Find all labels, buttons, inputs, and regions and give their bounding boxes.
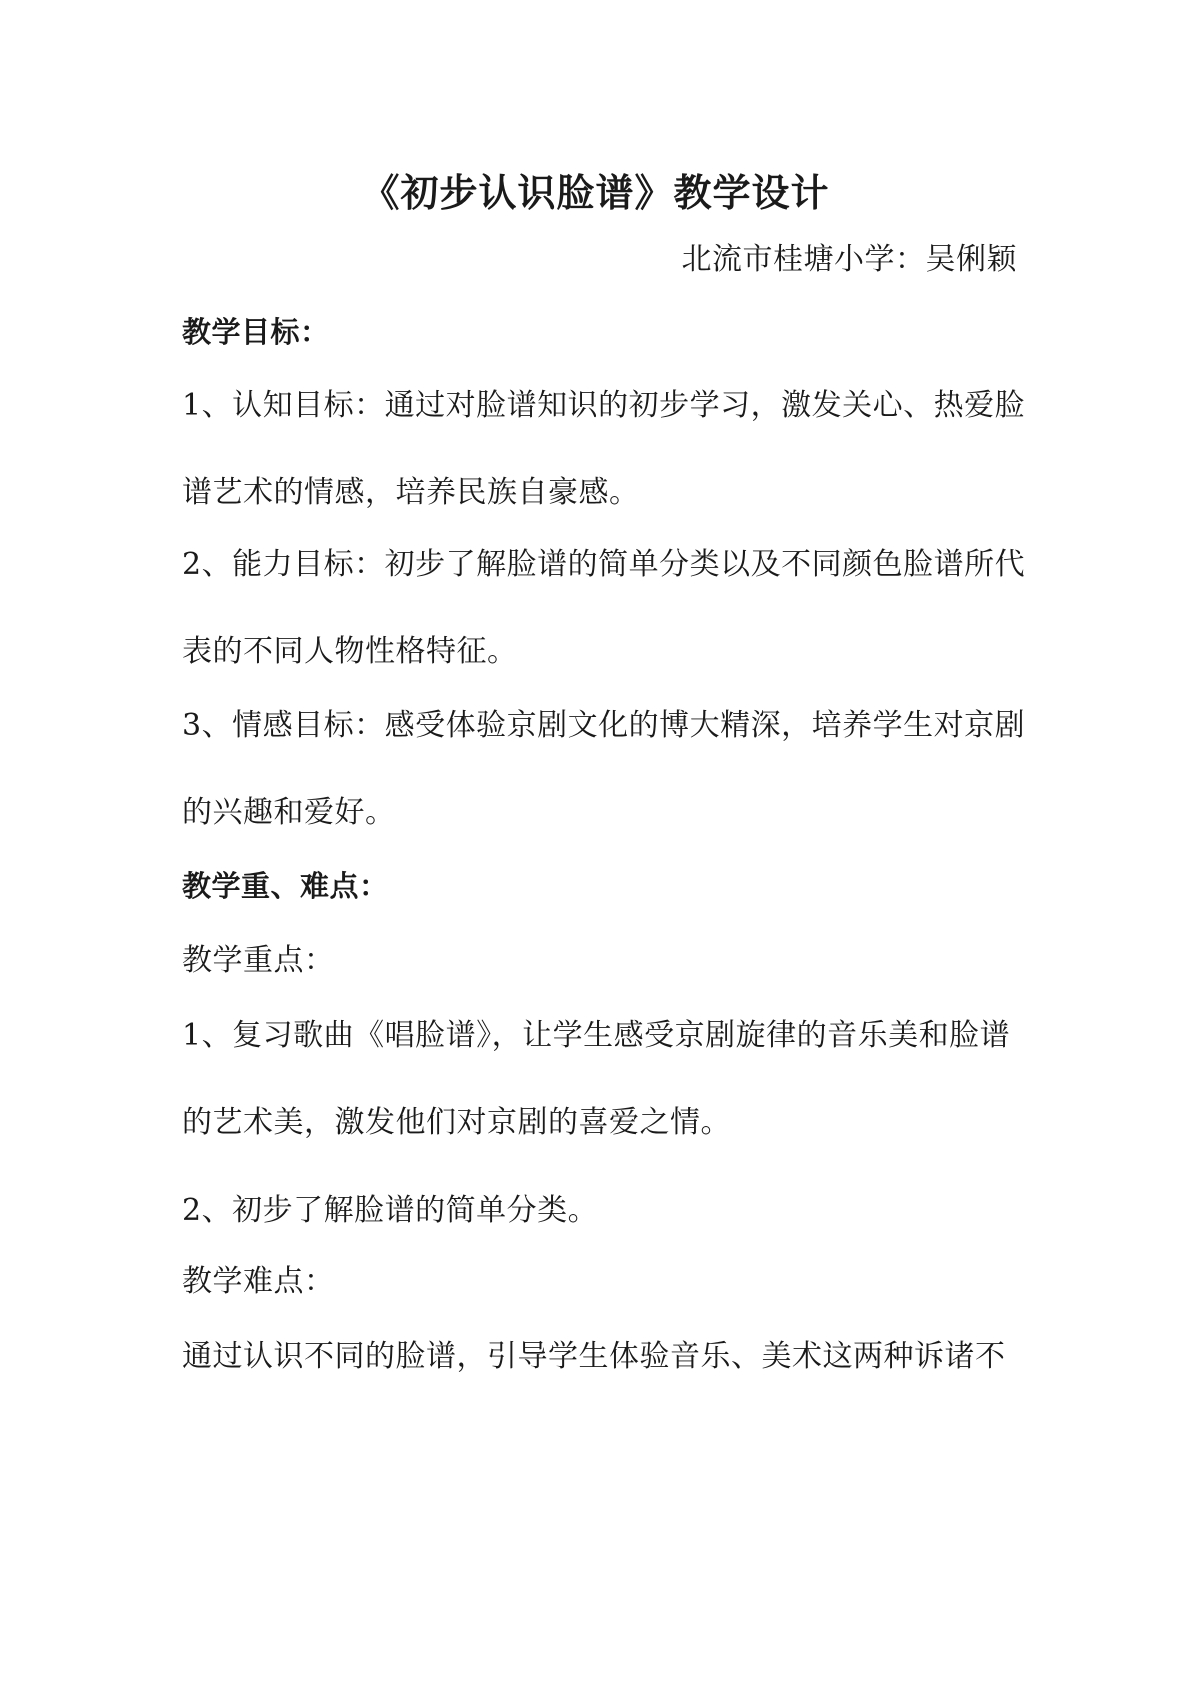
author-line: 北流市桂塘小学：吴俐颖 — [681, 242, 1017, 277]
objective-1-line-1: 1、认知目标：通过对脸谱知识的初步学习，激发关心、热爱脸 — [182, 388, 1026, 423]
key-difficult-heading: 教学重、难点： — [182, 869, 389, 903]
objectives-heading: 教学目标： — [182, 315, 330, 349]
key-point-1-line-2: 的艺术美，激发他们对京剧的喜爱之情。 — [182, 1105, 731, 1140]
difficult-point-1-line-1: 通过认识不同的脸谱，引导学生体验音乐、美术这两种诉诸不 — [182, 1339, 1006, 1374]
objective-2-line-1: 2、能力目标：初步了解脸谱的简单分类以及不同颜色脸谱所代 — [182, 547, 1026, 582]
key-points-label: 教学重点： — [182, 943, 335, 978]
objective-1-line-2: 谱艺术的情感，培养民族自豪感。 — [182, 475, 640, 510]
objective-3-line-2: 的兴趣和爱好。 — [182, 795, 396, 830]
key-point-2-line-1: 2、初步了解脸谱的简单分类。 — [182, 1193, 599, 1228]
difficult-points-label: 教学难点： — [182, 1264, 335, 1299]
objective-3-line-1: 3、情感目标：感受体验京剧文化的博大精深，培养学生对京剧 — [182, 708, 1026, 743]
key-point-1-line-1: 1、复习歌曲《唱脸谱》，让学生感受京剧旋律的音乐美和脸谱 — [182, 1018, 1011, 1053]
objective-2-line-2: 表的不同人物性格特征。 — [182, 634, 518, 669]
document-title: 《初步认识脸谱》教学设计 — [361, 171, 830, 215]
